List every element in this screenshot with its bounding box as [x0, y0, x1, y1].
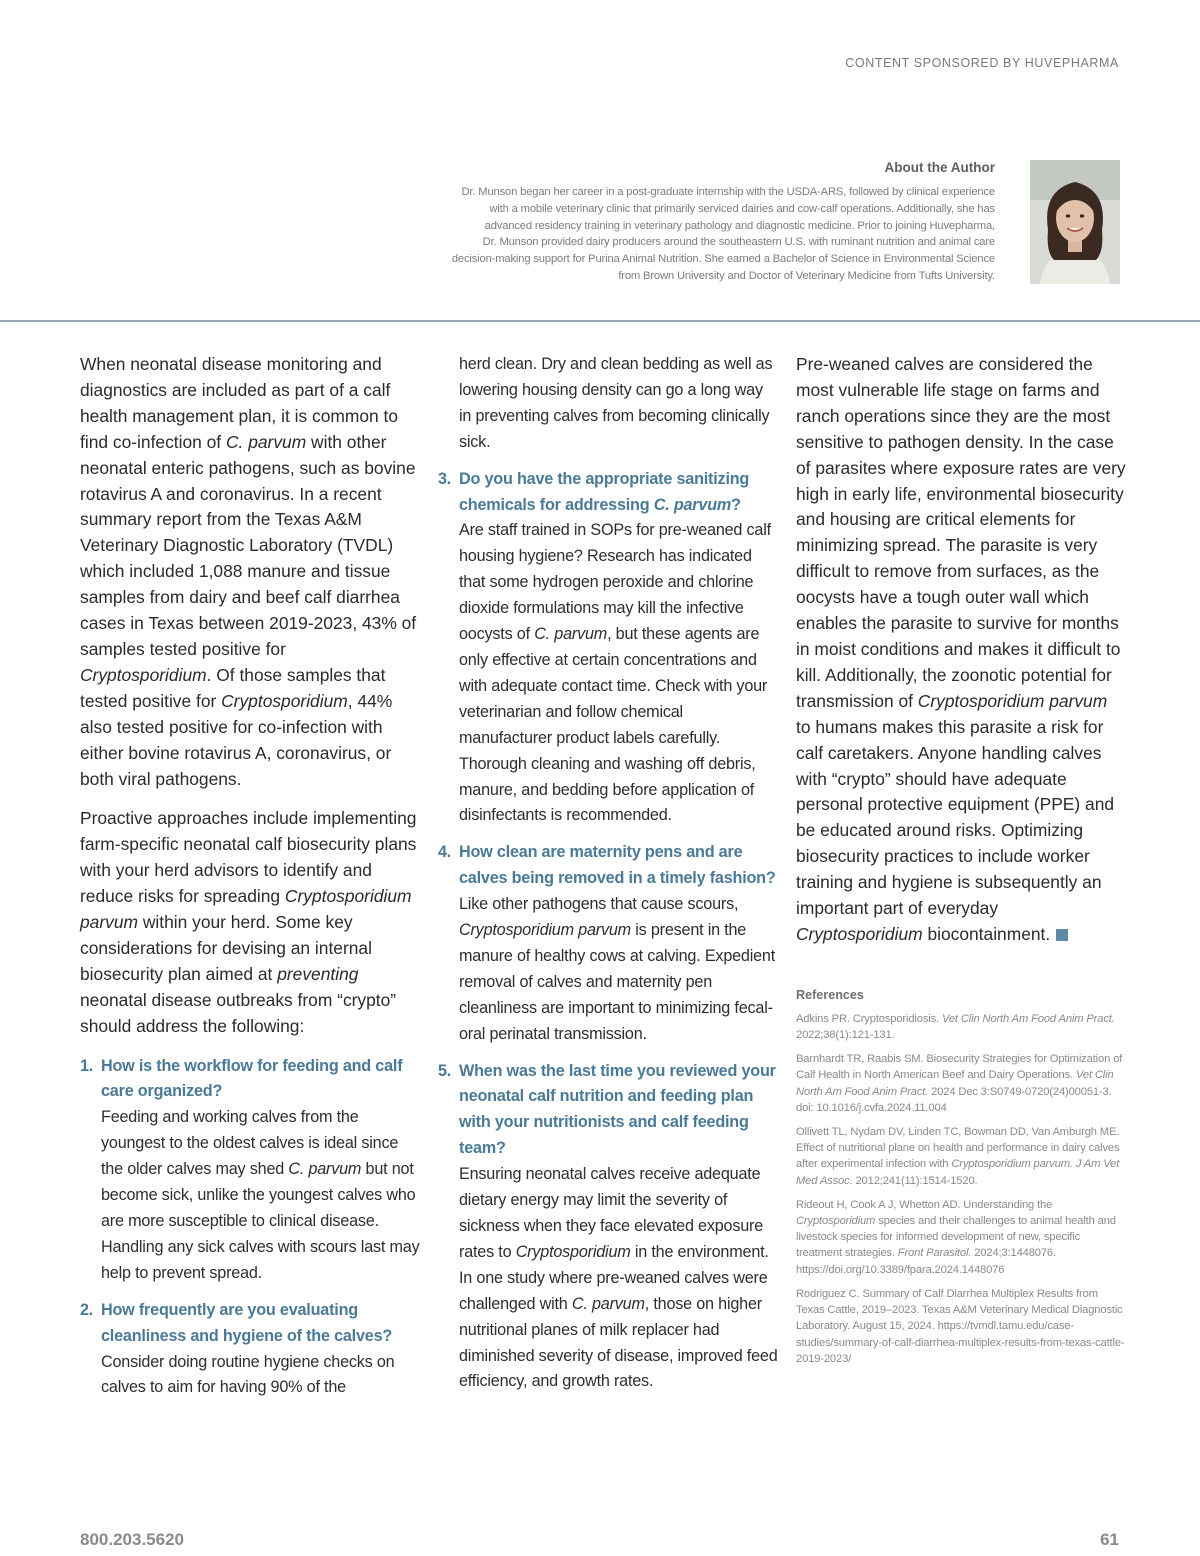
about-author-block — [435, 160, 995, 285]
reference-item: Rideout H, Cook A J, Whetton AD. Understanding the Cryptosporidium species and their challenges to animal health and livestock species for informed development of new, specific treatment strategies. Front Parasitol. 2024;3:1448076. https://doi.org/10.3389/fpara.2024.1448076 — [796, 1198, 1116, 1276]
body-paragraph: Pre-weaned calves are considered the most vulnerable life stage on farms and ranch operations since they are the most sensitive to pathogen density. In the case of parasites where exposure rates are very high in early life, environmental biosecurity and housing are critical elements for minimizing spread. The parasite is very difficult to remove from surfaces, as the oocysts have a tough outer wall which enables the parasite to survive for months in moist conditions and makes it difficult to kill. Additionally, the zoonotic potential for transmission of Cryptosporidium parvum to humans makes this parasite a risk for calf caretakers. Anyone handling calves with “crypto” should have adequate personal protective equipment (PPE) and be educated around risks. Optimizing biosecurity practices to include worker training and hygiene is subsequently an important part of everyday Cryptosporidium biocontainment. — [796, 354, 1126, 944]
author-portrait-image — [1030, 160, 1120, 284]
article-column-2 — [438, 352, 778, 1406]
author-photo — [1030, 160, 1120, 284]
question-item — [80, 1054, 420, 1287]
question-text-continued: herd clean. Dry and clean bedding as well as lowering housing density can go a long way in preventing calves from becoming clinically sick. — [459, 355, 773, 451]
page-number: 61 — [1100, 1530, 1119, 1549]
article-column-3 — [796, 352, 1126, 1375]
question-number: 2. — [80, 1300, 94, 1319]
body-paragraph: When neonatal disease monitoring and diagnostics are included as part of a calf health management plan, it is common to find co-infection of C. parvum with other neonatal enteric pathogens, such as bovine rotavirus A and coronavirus. In a recent summary report from the Texas A&M Veterinary Diagnostic Laboratory (TVDL) which included 1,088 manure and tissue samples from dairy and beef calf diarrhea cases in Texas between 2019-2023, 43% of samples tested positive for Cryptosporidium. Of those samples that tested positive for Cryptosporidium, 44% also tested positive for co-infection with either bovine rotavirus A, coronavirus, or both viral pathogens. — [80, 354, 417, 789]
reference-item: Barnhardt TR, Raabis SM. Biosecurity Strategies for Optimization of Calf Health in North American Beef and Dairy Operations. Vet Clin North Am Food Anim Pract. 2024 Dec 3:S0749-0720(24)00051-3. doi: 10.1016/j.cvfa.2024.11.004 — [796, 1053, 1123, 1114]
header-divider — [0, 320, 1200, 322]
footer-phone-number: 800.203.5620 — [80, 1530, 184, 1549]
end-of-article-square-icon — [1056, 929, 1068, 941]
question-item — [438, 467, 778, 830]
question-heading: When was the last time you reviewed your neonatal calf nutrition and feeding plan with your nutritionists and calf feeding team? — [459, 1061, 776, 1158]
reference-item: Adkins PR. Cryptosporidiosis. Vet Clin North Am Food Anim Pract. 2022;38(1):121-131. — [796, 1012, 1115, 1042]
author-heading: About the Author — [884, 160, 995, 175]
question-heading: How frequently are you evaluating cleanliness and hygiene of the calves? — [101, 1300, 393, 1345]
question-item — [438, 840, 778, 1047]
question-number: 5. — [438, 1061, 452, 1080]
author-bio — [435, 184, 995, 285]
sponsor-label: CONTENT SPONSORED BY HUVEPHARMA — [845, 56, 1119, 70]
reference-item: Rodriguez C. Summary of Calf Diarrhea Multiplex Results from Texas Cattle, 2019–2023. Texas A&M Veterinary Medical Diagnostic Laboratory. August 15, 2024. https://tvmdl.tamu.edu/case-studies/summary-of-calf-diarrhea-multiplex-results-from-texas-cattle-2019-2023/ — [796, 1287, 1125, 1365]
question-text: Consider doing routine hygiene checks on calves to aim for having 90% of the — [101, 1352, 395, 1397]
question-item — [438, 1059, 778, 1396]
question-item — [80, 1298, 420, 1402]
question-heading: How is the workflow for feeding and calf care organized? — [101, 1056, 403, 1101]
author-bio-line: decision-making support for Purina Animal Nutrition. She earned a Bachelor of Science in Environmental Science — [451, 253, 995, 266]
question-number: 4. — [438, 843, 452, 862]
question-heading: Do you have the appropriate sanitizing chemicals for addressing C. parvum? — [459, 469, 750, 514]
question-text: Like other pathogens that cause scours, Cryptosporidium parvum is present in the manure of healthy cows at calving. Expedient removal of calves and maternity pen cleanliness are important to minimizing fecal-oral perinatal transmission. — [459, 895, 776, 1043]
article-column-1 — [80, 352, 420, 1412]
author-bio-line: Dr. Munson began her career in a post-graduate internship with the USDA-ARS, followed by clinical experience — [461, 186, 995, 198]
question-number: 3. — [438, 469, 452, 488]
question-text: Ensuring neonatal calves receive adequate dietary energy may limit the severity of sickness when they face elevated exposure rates to Cryptosporidium in the environment. In one study where pre-weaned calves were challenged with C. parvum, those on higher nutritional planes of milk replacer had diminished severity of disease, improved feed efficiency, and growth rates. — [459, 1165, 778, 1391]
references-section — [796, 988, 1126, 1367]
author-bio-line: Dr. Munson provided dairy producers around the southeastern U.S. with ruminant nutrition and animal care — [482, 236, 995, 249]
author-bio-line: with a mobile veterinary clinic that primarily serviced dairies and cow-calf operations. Additionally, she has — [489, 202, 995, 215]
body-paragraph: Proactive approaches include implementing farm-specific neonatal calf biosecurity plans with your herd advisors to identify and reduce risks for spreading Cryptosporidium parvum within your herd. Some key considerations for devising an internal biosecurity plan aimed at preventing neonatal disease outbreaks from “crypto” should address the following: — [80, 808, 417, 1036]
question-text: Feeding and working calves from the youngest to the oldest calves is ideal since the older calves may shed C. parvum but not become sick, unlike the youngest calves who are more susceptible to clinical disease. Handling any sick calves with scours last may help to prevent spread. — [101, 1108, 420, 1282]
question-number: 1. — [80, 1056, 94, 1075]
references-heading: References — [796, 987, 864, 1002]
reference-item: Ollivett TL, Nydam DV, Linden TC, Bowman DD, Van Amburgh ME. Effect of nutritional plane on health and performance in dairy calves after experimental infection with Cryptosporidium parvum. J Am Vet Med Assoc. 2012;241(11):1514-1520. — [796, 1126, 1120, 1187]
author-bio-line: advanced residency training in veterinary pathology and diagnostic medicine. Prior to joining Huvepharma, — [484, 219, 995, 232]
question-text: Are staff trained in SOPs for pre-weaned calf housing hygiene? Research has indicated that some hydrogen peroxide and chlorine dioxide formulations may kill the infective oocysts of C. parvum, but these agents are only effective at certain concentrations and with adequate contact time. Check with your veterinarian and follow chemical manufacturer product labels carefully. Thorough cleaning and washing off debris, manure, and bedding before application of disinfectants is recommended. — [459, 521, 771, 825]
question-heading: How clean are maternity pens and are calves being removed in a timely fashion? — [459, 843, 776, 888]
author-bio-line: from Brown University and Doctor of Veterinary Medicine from Tufts University. — [618, 269, 995, 282]
